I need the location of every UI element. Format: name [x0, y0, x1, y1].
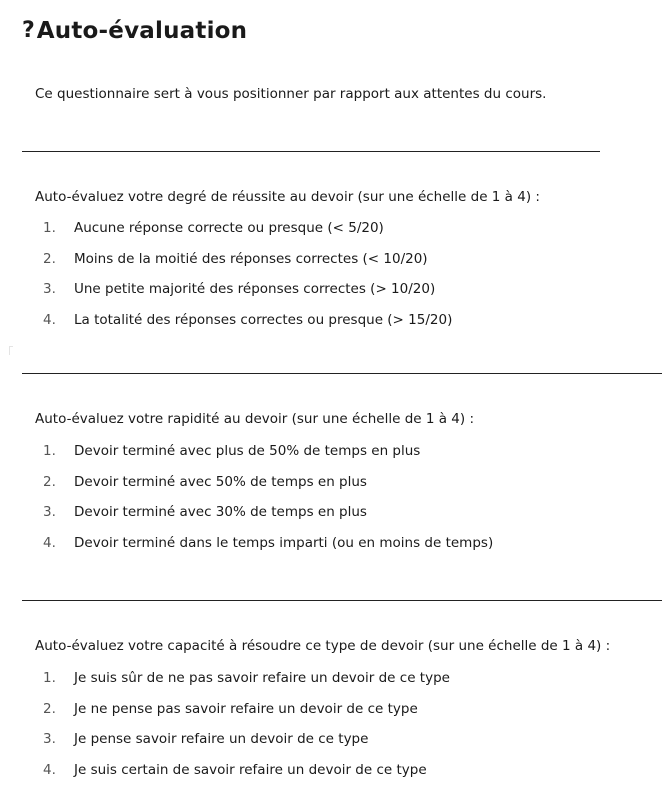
question-1-option-3[interactable] [35, 279, 452, 310]
option-number: 2. [43, 473, 56, 490]
option-number: 3. [43, 281, 56, 297]
option-number: 3. [43, 504, 56, 520]
option-number: 3. [43, 731, 56, 747]
question-2-options [35, 441, 493, 563]
option-label: Moins de la moitié des réponses correctes (< 10/20) [74, 250, 428, 267]
option-label: Je suis certain de savoir refaire un devoir de ce type [74, 761, 427, 778]
question-2-option-3[interactable] [35, 502, 493, 533]
section-divider [22, 373, 662, 374]
question-2-option-1[interactable] [35, 441, 493, 472]
option-number: 4. [43, 534, 56, 551]
question-3-option-3[interactable] [35, 729, 450, 760]
question-3-option-2[interactable] [35, 699, 450, 730]
option-label: Devoir terminé avec plus de 50% de temps en plus [74, 443, 421, 459]
question-3-prompt: Auto-évaluez votre capacité à résoudre ce type de devoir (sur une échelle de 1 à 4) : [35, 638, 611, 654]
option-label: Je pense savoir refaire un devoir de ce type [74, 731, 369, 747]
question-1-option-4[interactable] [35, 310, 452, 341]
question-2-prompt: Auto-évaluez votre rapidité au devoir (sur une échelle de 1 à 4) : [35, 411, 475, 427]
option-number: 1. [43, 220, 56, 236]
question-1-options [35, 218, 452, 340]
intro-text: Ce questionnaire sert à vous positionner par rapport aux attentes du cours. [35, 86, 547, 102]
question-3-option-1[interactable] [35, 668, 450, 699]
page-header [22, 16, 247, 46]
page-title: Auto-évaluation [36, 18, 248, 44]
option-label: La totalité des réponses correctes ou presque (> 15/20) [74, 311, 453, 328]
question-3-options [35, 668, 450, 790]
option-number: 2. [43, 250, 56, 267]
option-number: 2. [43, 700, 56, 717]
option-label: Je suis sûr de ne pas savoir refaire un devoir de ce type [74, 670, 450, 686]
option-number: 1. [43, 670, 56, 686]
question-2-option-2[interactable] [35, 472, 493, 503]
option-label: Devoir terminé avec 30% de temps en plus [74, 504, 367, 520]
question-2-option-4[interactable] [35, 533, 493, 564]
option-label: Aucune réponse correcte ou presque (< 5/20) [74, 220, 384, 236]
option-number: 1. [43, 443, 56, 459]
section-divider [22, 600, 662, 601]
question-mark-icon: ? [22, 18, 35, 43]
question-1-option-2[interactable] [35, 249, 452, 280]
option-label: Une petite majorité des réponses correctes (> 10/20) [74, 281, 436, 297]
option-label: Je ne pense pas savoir refaire un devoir de ce type [74, 700, 418, 717]
question-1-prompt: Auto-évaluez votre degré de réussite au devoir (sur une échelle de 1 à 4) : [35, 189, 540, 205]
question-3-option-4[interactable] [35, 760, 450, 791]
option-number: 4. [43, 311, 56, 328]
decorative-mark [9, 346, 13, 355]
option-number: 4. [43, 761, 56, 778]
option-label: Devoir terminé avec 50% de temps en plus [74, 473, 367, 490]
question-1-option-1[interactable] [35, 218, 452, 249]
option-label: Devoir terminé dans le temps imparti (ou en moins de temps) [74, 534, 494, 551]
section-divider [22, 151, 600, 152]
